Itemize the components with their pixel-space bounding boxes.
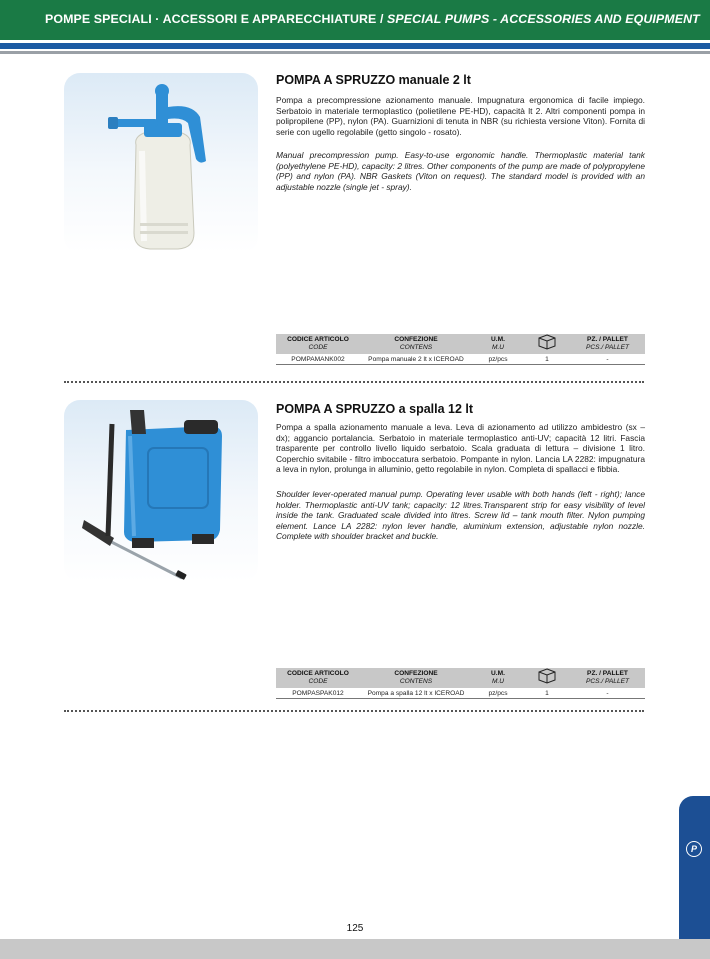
table-row — [276, 688, 645, 699]
header-title: POMPE SPECIALI · ACCESSORI E APPARECCHIATURE / SPECIAL PUMPS - ACCESSORIES AND EQUIPMENT — [45, 12, 700, 26]
col-box-header — [524, 334, 570, 354]
table-header-row — [276, 668, 645, 688]
col-box-header — [524, 668, 570, 688]
product-spec-table — [276, 334, 645, 365]
cell-unit: pz/pcs — [472, 354, 524, 365]
col-pallet-header: PZ. / PALLET PCS./ PALLET — [570, 334, 645, 354]
col-pallet-header: PZ. / PALLET PCS./ PALLET — [570, 668, 645, 688]
col-contents-header: CONFEZIONE CONTENS — [360, 334, 472, 354]
col-unit-header: U.M. M.U — [472, 334, 524, 354]
col-code-header: CODICE ARTICOLO CODE — [276, 668, 360, 688]
product-photo-hand-sprayer — [64, 73, 258, 253]
product-description-en: Shoulder lever-operated manual pump. Operating lever usable with both hands (left - right); lance holder. Thermoplastic anti-UV tank; capacity: 12 litres.Transparent strip for easy visibility of level inside the tank. Graduated scale divided into litres. Screw lid – tank mouth filter. Nylon pumping element. Lance LA 2282: nylon lever handle, aluminium extension, adjustable nylon nozzle. Complete with shoulder bracket and buckle. — [276, 489, 645, 542]
table-row — [276, 354, 645, 365]
cell-box: 1 — [524, 354, 570, 365]
product-description-en: Manual precompression pump. Easy-to-use ergonomic handle. Thermoplastic material tank (polyethylene PE-HD), capacity: 2 litres. Other components of the pump are made of polypropylene (PP) and nylon (PA). NBR Gaskets (Viton on request). The standard model is provided with an adjustable nozzle (single jet - spray). — [276, 150, 645, 192]
cell-pallet: - — [570, 354, 645, 365]
page-header — [0, 0, 710, 40]
table-header-row — [276, 334, 645, 354]
hand-sprayer-image — [64, 73, 258, 253]
col-contents-header: CONFEZIONE CONTENS — [360, 668, 472, 688]
product-photo-backpack-sprayer — [64, 400, 258, 582]
side-section-tab[interactable] — [679, 796, 710, 959]
col-unit-header: U.M. M.U — [472, 668, 524, 688]
cell-box: 1 — [524, 688, 570, 699]
product-spec-table — [276, 668, 645, 699]
cell-pallet: - — [570, 688, 645, 699]
section-divider — [64, 710, 644, 712]
box-icon — [538, 668, 556, 684]
header-rule-grey — [0, 51, 710, 54]
cell-contents: Pompa a spalla 12 lt x ICEROAD — [360, 688, 472, 699]
header-rule-blue — [0, 43, 710, 49]
cell-code: POMPASPAK012 — [276, 688, 360, 699]
section-badge-icon: P — [686, 841, 702, 857]
backpack-sprayer-image — [64, 400, 258, 582]
cell-unit: pz/pcs — [472, 688, 524, 699]
footer-bar — [0, 939, 710, 959]
cell-code: POMPAMANK002 — [276, 354, 360, 365]
section-divider — [64, 381, 644, 383]
product-description-it: Pompa a precompressione azionamento manuale. Impugnatura ergonomica di facile impiego. Serbatoio in materiale termoplastico (polietilene PE-HD), capacità lt 2. Altri componenti pompa in polipropilene (PP), nylon (PA). Guarnizioni di tenuta in NBR (su richiesta versione Viton). Fornita di serie con ugello regolabile (getto singolo - rosato). — [276, 95, 645, 137]
product-description-it: Pompa a spalla azionamento manuale a leva. Leva di azionamento ad utilizzo ambidestro (sx – dx); aggancio portalancia. Serbatoio in materiale termoplastico anti-UV; capacità 12 litri. Fascia trasparente per controllo livello liquido serbatoio. Scala graduata di lettura – divisione 1 litro. Coperchio svitabile - filtro imboccatura serbatoio. Pompante in nylon. Lancia LA 2282: impugnatura a leva in nylon, prolunga in alluminio, getto regolabile in nylon. Completa di spallacci e fibbia. — [276, 422, 645, 475]
col-code-header: CODICE ARTICOLO CODE — [276, 334, 360, 354]
page-number: 125 — [346, 923, 364, 934]
box-icon — [538, 334, 556, 350]
product-title-hand-sprayer: POMPA A SPRUZZO manuale 2 lt — [276, 73, 471, 87]
product-title-backpack-sprayer: POMPA A SPRUZZO a spalla 12 lt — [276, 402, 474, 416]
cell-contents: Pompa manuale 2 lt x ICEROAD — [360, 354, 472, 365]
